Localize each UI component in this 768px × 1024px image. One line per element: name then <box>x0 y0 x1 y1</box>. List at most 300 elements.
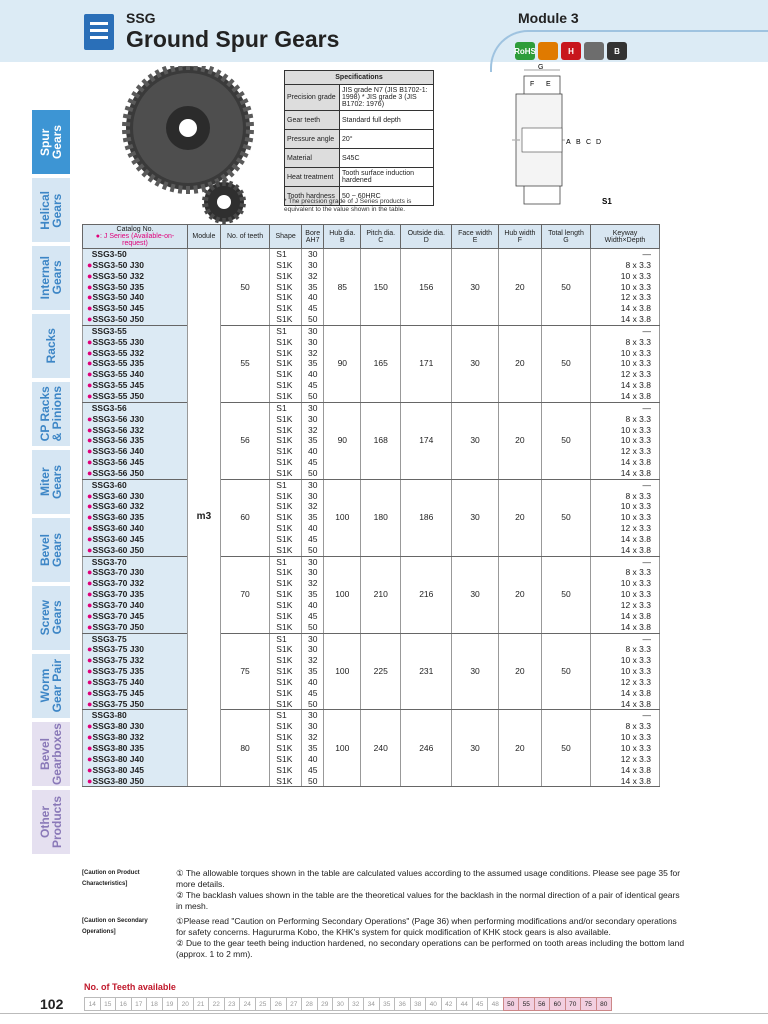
catalog-base: SSG3-55 <box>91 325 127 336</box>
teeth-option: 70 <box>565 997 582 1011</box>
teeth-option: 15 <box>100 997 117 1011</box>
keyway-value: 10 x 3.3 <box>591 435 660 446</box>
bore-value: 40 <box>301 600 323 611</box>
keyway-value: 8 x 3.3 <box>591 414 660 425</box>
sidebar-tab-worm-gear-pair[interactable] <box>32 654 70 718</box>
catalog-base: SSG3-80 <box>91 710 127 721</box>
sidebar-tab-bevel-gearboxes[interactable] <box>32 722 70 786</box>
catalog-suffix: J40 <box>127 369 144 380</box>
keyway-value: — <box>591 249 660 260</box>
j-series-marker: ● <box>87 281 93 292</box>
bore-value: 32 <box>301 732 323 743</box>
catalog-base: SSG3-75 <box>92 666 128 677</box>
j-series-marker: ● <box>87 490 93 501</box>
hub-dia-value: 100 <box>324 633 361 710</box>
catalog-suffix: J40 <box>127 446 144 457</box>
b-icon: B <box>607 42 627 60</box>
shape-value: S1 <box>270 479 302 490</box>
keyway-value: 8 x 3.3 <box>591 337 660 348</box>
sidebar-tab-label: Bevel Gears <box>38 532 64 568</box>
shape-value: S1K <box>270 611 302 622</box>
keyway-value: 10 x 3.3 <box>591 348 660 359</box>
sidebar-tab-label: Internal Gears <box>38 256 64 300</box>
j-series-marker: ● <box>87 698 93 709</box>
catalog-suffix: J30 <box>127 259 144 270</box>
shape-value: S1K <box>270 589 302 600</box>
bore-value: 40 <box>301 523 323 534</box>
catalog-number <box>83 567 188 578</box>
keyway-value: — <box>591 402 660 413</box>
sidebar-tab-label: Bevel Gearboxes <box>38 722 64 786</box>
j-series-marker: ● <box>87 424 93 435</box>
hub-dia-value: 100 <box>324 556 361 633</box>
shape-value: S1K <box>270 732 302 743</box>
catalog-number <box>83 337 188 348</box>
bore-value: 50 <box>301 468 323 479</box>
catalog-number <box>83 391 188 402</box>
catalog-number <box>83 314 188 325</box>
sidebar-tab-miter-gears[interactable] <box>32 450 70 514</box>
bore-value: 50 <box>301 545 323 556</box>
j-series-marker: ● <box>87 644 93 655</box>
sidebar-tab-helical-gears[interactable] <box>32 178 70 242</box>
keyway-value: 12 x 3.3 <box>591 369 660 380</box>
col-catalog: Catalog No. ●: J Series (Available-on-request) <box>83 225 188 249</box>
teeth-available-strip <box>84 997 611 1011</box>
keyway-value: — <box>591 556 660 567</box>
pitch-dia-value: 168 <box>361 402 401 479</box>
bore-value: 35 <box>301 435 323 446</box>
j-series-marker: ● <box>87 314 93 325</box>
teeth-option: 40 <box>425 997 442 1011</box>
keyway-value: 14 x 3.8 <box>591 765 660 776</box>
rohs-icon: RoHS <box>515 42 535 60</box>
j-series-marker: ● <box>87 775 93 786</box>
page-number: 102 <box>40 996 64 1012</box>
dimension-diagram <box>502 64 622 212</box>
catalog-suffix: J45 <box>127 533 144 544</box>
catalog-suffix: J45 <box>127 610 144 621</box>
teeth-option: 60 <box>549 997 566 1011</box>
catalog-number <box>83 622 188 633</box>
catalog-base: SSG3-75 <box>92 644 128 655</box>
hub-dia-value: 100 <box>324 479 361 556</box>
j-series-marker: ● <box>87 600 93 610</box>
dim-label-e: E <box>546 81 551 88</box>
catalog-suffix: J40 <box>127 292 144 303</box>
catalog-suffix: J45 <box>127 687 144 698</box>
catalog-number <box>83 556 188 567</box>
shape-value: S1K <box>270 776 302 787</box>
catalog-base: SSG3-55 <box>92 347 128 358</box>
bore-value: 30 <box>301 249 323 260</box>
teeth-option: 34 <box>363 997 380 1011</box>
keyway-value: 10 x 3.3 <box>591 666 660 677</box>
j-series-marker: ● <box>87 753 93 764</box>
outside-dia-value: 216 <box>401 556 452 633</box>
sidebar-tab-bevel-gears[interactable] <box>32 518 70 582</box>
sidebar-tab-other-products[interactable] <box>32 790 70 854</box>
spec-key: Heat treatment <box>285 168 340 187</box>
shape-value: S1K <box>270 721 302 732</box>
catalog-base: SSG3-60 <box>92 512 128 523</box>
keyway-value: 10 x 3.3 <box>591 732 660 743</box>
bore-value: 45 <box>301 303 323 314</box>
small-gear-image <box>202 180 246 224</box>
keyway-value: 12 x 3.3 <box>591 446 660 457</box>
catalog-suffix: J50 <box>127 390 144 401</box>
keyway-value: — <box>591 479 660 490</box>
spec-value: JIS grade N7 (JIS B1702-1: 1998) * JIS grade 3 (JIS B1702: 1976) <box>340 85 434 111</box>
product-note-1: ① The allowable torques shown in the table are calculated values according to the assumed usage conditions. Please see page 35 for more details. <box>176 868 681 889</box>
j-series-marker: ● <box>87 380 93 391</box>
catalog-number <box>83 732 188 743</box>
j-series-marker: ● <box>87 303 93 314</box>
col-teeth: No. of teeth <box>220 225 270 249</box>
catalog-base: SSG3-55 <box>92 369 128 380</box>
catalog-number <box>83 491 188 502</box>
shape-value: S1K <box>270 501 302 512</box>
shape-value: S1K <box>270 655 302 666</box>
catalog-suffix: J45 <box>127 764 144 775</box>
bore-value: 30 <box>301 260 323 271</box>
sidebar-tab-label: CP Racks & Pinions <box>38 386 64 442</box>
hub-width-value: 20 <box>498 479 541 556</box>
bore-value: 35 <box>301 282 323 293</box>
catalog-base: SSG3-56 <box>92 413 128 424</box>
outside-dia-value: 156 <box>401 249 452 326</box>
catalog-base: SSG3-75 <box>91 633 127 644</box>
dim-label-g: G <box>538 64 544 71</box>
keyway-value: 14 x 3.8 <box>591 688 660 699</box>
sidebar-tab-label: Spur Gears <box>38 124 64 160</box>
keyway-value: 8 x 3.3 <box>591 721 660 732</box>
catalog-base: SSG3-75 <box>92 676 128 687</box>
catalog-suffix: J50 <box>127 467 144 478</box>
module-label: Module 3 <box>518 10 579 26</box>
catalog-number <box>83 710 188 721</box>
product-note-2: ② The backlash values shown in the table are the theoretical values for the backlash in the normal direction of a pair of identical gears in mesh. <box>176 890 680 911</box>
bore-value: 35 <box>301 358 323 369</box>
bore-value: 30 <box>301 721 323 732</box>
catalog-base: SSG3-70 <box>92 567 128 578</box>
bore-value: 40 <box>301 677 323 688</box>
teeth-option: 50 <box>503 997 520 1011</box>
teeth-option: 38 <box>410 997 427 1011</box>
shape-value: S1K <box>270 260 302 271</box>
bore-value: 30 <box>301 414 323 425</box>
keyway-value: 14 x 3.8 <box>591 468 660 479</box>
catalog-suffix: J30 <box>127 336 144 347</box>
teeth-option: 45 <box>472 997 489 1011</box>
keyway-value: 8 x 3.3 <box>591 644 660 655</box>
spec-value: Standard full depth <box>340 111 434 130</box>
shape-value: S1K <box>270 369 302 380</box>
bore-value: 50 <box>301 391 323 402</box>
sidebar-tab-label: Miter Gears <box>38 464 64 500</box>
j-series-marker: ● <box>87 457 93 468</box>
catalog-number <box>83 699 188 710</box>
j-series-marker: ● <box>87 732 93 743</box>
bore-value: 30 <box>301 633 323 644</box>
teeth-option: 36 <box>394 997 411 1011</box>
teeth-count: 70 <box>220 556 270 633</box>
teeth-option: 20 <box>177 997 194 1011</box>
bore-value: 32 <box>301 578 323 589</box>
catalog-number <box>83 479 188 490</box>
teeth-option: 75 <box>580 997 597 1011</box>
keyway-value: 12 x 3.3 <box>591 523 660 534</box>
shape-value: S1K <box>270 600 302 611</box>
table-row <box>83 710 660 721</box>
sidebar-tab-label: Racks <box>44 328 58 364</box>
face-width-value: 30 <box>452 710 499 787</box>
teeth-option: 44 <box>456 997 473 1011</box>
teeth-count: 50 <box>220 249 270 326</box>
catalog-number <box>83 655 188 666</box>
teeth-count: 75 <box>220 633 270 710</box>
hub-dia-value: 85 <box>324 249 361 326</box>
catalog-base: SSG3-56 <box>91 402 127 413</box>
keyway-value: 8 x 3.3 <box>591 260 660 271</box>
teeth-option: 14 <box>84 997 101 1011</box>
secondary-note-1: ①Please read "Caution on Performing Secondary Operations" (Page 36) when performing modifications and/or secondary operations for safety concerns. Hagururma Kobo, the KHK's system for quick modification of KHK stock gears is also available. <box>176 916 677 937</box>
catalog-suffix: J35 <box>127 512 144 523</box>
spec-row <box>285 130 434 149</box>
keyway-value: 10 x 3.3 <box>591 578 660 589</box>
table-row <box>83 249 660 260</box>
teeth-option: 24 <box>239 997 256 1011</box>
spec-row <box>285 111 434 130</box>
teeth-option: 17 <box>131 997 148 1011</box>
catalog-suffix: J45 <box>127 380 144 391</box>
bore-value: 35 <box>301 743 323 754</box>
bore-value: 30 <box>301 567 323 578</box>
catalog-suffix: J50 <box>127 621 144 632</box>
sidebar-tab-spur-gears[interactable] <box>32 110 70 174</box>
table-row <box>83 402 660 413</box>
j-series-marker: ● <box>87 687 93 698</box>
face-width-value: 30 <box>452 556 499 633</box>
catalog-suffix: J32 <box>127 270 144 281</box>
catalog-base: SSG3-60 <box>92 544 128 555</box>
teeth-available-label: No. of Teeth available <box>84 982 176 992</box>
j-series-marker: ● <box>87 742 93 753</box>
hub-dia-value: 90 <box>324 402 361 479</box>
shape-value: S1K <box>270 348 302 359</box>
j-series-marker: ● <box>87 369 93 380</box>
outside-dia-value: 246 <box>401 710 452 787</box>
catalog-base: SSG3-56 <box>92 435 128 446</box>
catalog-suffix: J32 <box>127 732 144 743</box>
keyway-value: 14 x 3.8 <box>591 457 660 468</box>
bore-value: 30 <box>301 325 323 336</box>
shape-value: S1K <box>270 380 302 391</box>
catalog-number <box>83 468 188 479</box>
catalog-suffix: J35 <box>127 742 144 753</box>
bore-value: 45 <box>301 688 323 699</box>
catalog-suffix: J40 <box>127 523 144 534</box>
shape-value: S1K <box>270 358 302 369</box>
keyway-value: 10 x 3.3 <box>591 655 660 666</box>
catalog-base: SSG3-80 <box>92 753 128 764</box>
catalog-suffix: J35 <box>127 589 144 600</box>
pitch-dia-value: 180 <box>361 479 401 556</box>
shape-value: S1K <box>270 666 302 677</box>
category-sidebar <box>32 110 70 858</box>
teeth-option: 22 <box>208 997 225 1011</box>
table-row <box>83 556 660 567</box>
catalog-number <box>83 721 188 732</box>
stock-icon <box>538 42 558 60</box>
teeth-count: 60 <box>220 479 270 556</box>
j-series-marker: ● <box>87 358 93 369</box>
page-header <box>0 0 768 62</box>
shape-value: S1K <box>270 534 302 545</box>
j-series-marker: ● <box>87 676 93 687</box>
bore-value: 30 <box>301 644 323 655</box>
hub-width-value: 20 <box>498 402 541 479</box>
teeth-option: 19 <box>162 997 179 1011</box>
teeth-option: 25 <box>255 997 272 1011</box>
hub-width-value: 20 <box>498 249 541 326</box>
j-series-marker: ● <box>87 390 93 401</box>
catalog-number <box>83 457 188 468</box>
col-outside-dia: Outside dia. D <box>401 225 452 249</box>
pitch-dia-value: 150 <box>361 249 401 326</box>
pitch-dia-value: 240 <box>361 710 401 787</box>
bore-value: 50 <box>301 622 323 633</box>
bore-value: 35 <box>301 589 323 600</box>
shape-value: S1K <box>270 303 302 314</box>
catalog-number <box>83 380 188 391</box>
catalog-number <box>83 600 188 611</box>
j-series-marker: ● <box>87 578 93 589</box>
shape-value: S1 <box>270 325 302 336</box>
catalog-base: SSG3-55 <box>92 380 128 391</box>
secondary-caution-label: [Caution on Secondary Operations] <box>82 918 148 935</box>
face-width-value: 30 <box>452 479 499 556</box>
sidebar-tab-internal-gears[interactable] <box>32 246 70 310</box>
catalog-number <box>83 501 188 512</box>
spec-row <box>285 168 434 187</box>
shape-value: S1K <box>270 523 302 534</box>
teeth-option: 27 <box>286 997 303 1011</box>
dim-label-f: F <box>530 81 535 88</box>
pitch-dia-value: 210 <box>361 556 401 633</box>
bore-value: 30 <box>301 556 323 567</box>
bore-value: 45 <box>301 457 323 468</box>
shape-value: S1K <box>270 435 302 446</box>
catalog-suffix: J30 <box>127 721 144 732</box>
teeth-option: 42 <box>441 997 458 1011</box>
teeth-option: 18 <box>146 997 163 1011</box>
j-series-marker: ● <box>87 610 93 621</box>
total-length-value: 50 <box>541 325 590 402</box>
keyway-value: 10 x 3.3 <box>591 512 660 523</box>
col-module: Module <box>188 225 221 249</box>
catalog-number <box>83 282 188 293</box>
shape-value: S1K <box>270 644 302 655</box>
catalog-suffix: J32 <box>127 655 144 666</box>
j-series-marker: ● <box>87 721 93 732</box>
bore-value: 40 <box>301 446 323 457</box>
j-series-marker: ● <box>87 666 93 677</box>
bore-value: 30 <box>301 710 323 721</box>
catalog-number <box>83 666 188 677</box>
catalog-number <box>83 578 188 589</box>
shape-value: S1K <box>270 578 302 589</box>
catalog-number <box>83 677 188 688</box>
keyway-value: 14 x 3.8 <box>591 545 660 556</box>
catalog-number <box>83 743 188 754</box>
sidebar-tab-cp-racks-pinions[interactable] <box>32 382 70 446</box>
spec-value: S45C <box>340 149 434 168</box>
catalog-base: SSG3-70 <box>91 556 127 567</box>
hub-width-value: 20 <box>498 556 541 633</box>
catalog-number <box>83 644 188 655</box>
keyway-value: 14 x 3.8 <box>591 391 660 402</box>
catalog-suffix: J35 <box>127 435 144 446</box>
shape-value: S1K <box>270 688 302 699</box>
bore-value: 32 <box>301 655 323 666</box>
bore-value: 50 <box>301 314 323 325</box>
catalog-number <box>83 369 188 380</box>
catalog-number <box>83 425 188 436</box>
sidebar-tab-screw-gears[interactable] <box>32 586 70 650</box>
catalog-suffix: J45 <box>127 303 144 314</box>
catalog-number <box>83 512 188 523</box>
catalog-suffix: J50 <box>127 314 144 325</box>
sidebar-tab-racks[interactable] <box>32 314 70 378</box>
shape-value: S1K <box>270 391 302 402</box>
col-total-length: Total length G <box>541 225 590 249</box>
sidebar-tab-label: Helical Gears <box>38 190 64 230</box>
j-series-marker: ● <box>87 764 93 775</box>
bore-value: 40 <box>301 754 323 765</box>
catalog-number <box>83 249 188 260</box>
teeth-option: 32 <box>348 997 365 1011</box>
catalog-suffix: J30 <box>127 490 144 501</box>
catalog-suffix: J30 <box>127 413 144 424</box>
bore-value: 32 <box>301 425 323 436</box>
catalog-base: SSG3-55 <box>92 358 128 369</box>
keyway-value: 14 x 3.8 <box>591 622 660 633</box>
col-hub-dia: Hub dia. B <box>324 225 361 249</box>
outside-dia-value: 186 <box>401 479 452 556</box>
hub-width-value: 20 <box>498 325 541 402</box>
keyway-value: 10 x 3.3 <box>591 743 660 754</box>
keyway-value: 8 x 3.3 <box>591 491 660 502</box>
total-length-value: 50 <box>541 633 590 710</box>
teeth-option: 35 <box>379 997 396 1011</box>
bore-value: 30 <box>301 479 323 490</box>
page-title: Ground Spur Gears <box>126 26 340 52</box>
catalog-number <box>83 545 188 556</box>
catalog-number <box>83 446 188 457</box>
catalog-suffix: J35 <box>127 358 144 369</box>
keyway-value: 12 x 3.3 <box>591 600 660 611</box>
sidebar-tab-label: Worm Gear Pair <box>38 659 64 713</box>
catalog-suffix: J30 <box>127 644 144 655</box>
j-series-marker: ● <box>87 567 93 578</box>
catalog-suffix: J32 <box>127 501 144 512</box>
catalog-base: SSG3-60 <box>92 501 128 512</box>
bore-value: 35 <box>301 512 323 523</box>
j-series-marker: ● <box>87 435 93 446</box>
catalog-base: SSG3-80 <box>92 721 128 732</box>
bore-value: 35 <box>301 666 323 677</box>
